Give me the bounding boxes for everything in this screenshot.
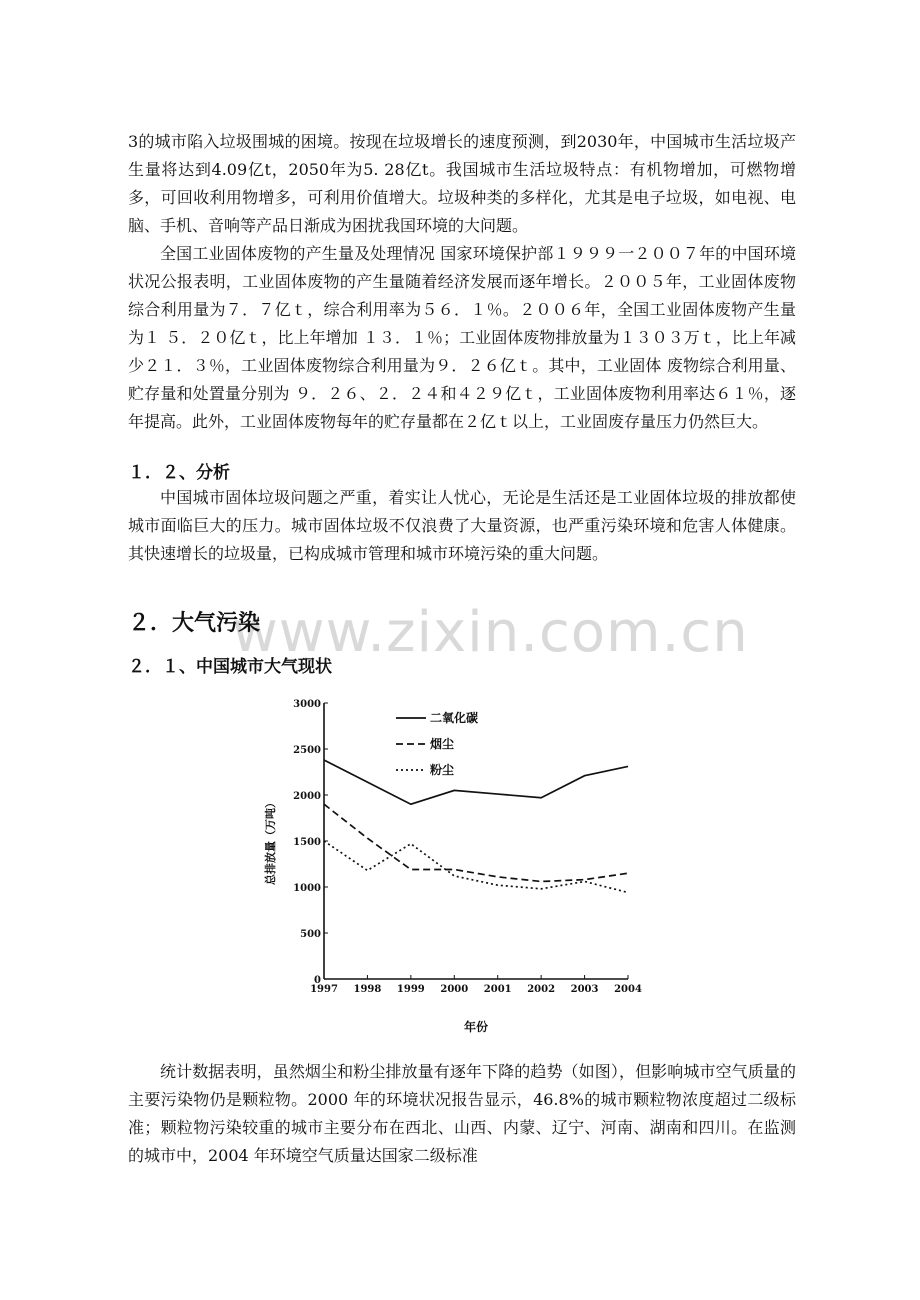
legend-label: 粉尘 xyxy=(430,763,455,777)
x-tick-label: 2000 xyxy=(440,984,469,995)
paragraph-air-quality: 统计数据表明，虽然烟尘和粉尘排放量有逐年下降的趋势（如图），但影响城市空气质量的主要污染物仍是颗粒物。2000 年的环境状况报告显示，46.8%的城市颗粒物浓度超过二级标准；颗粒物污染较重的城市主要分布在西北、山西、内蒙、辽宁、河南、湖南和四川。在监测的城市中，2004 年环境空气质量达国家二级标准 xyxy=(128,1062,796,1165)
y-tick-label: 500 xyxy=(300,929,321,940)
y-tick-label: 3000 xyxy=(293,699,321,710)
x-axis-label: 年份 xyxy=(463,1020,489,1034)
watermark-text: www.zixin.com.cn xyxy=(232,600,749,665)
emissions-line-chart xyxy=(240,690,680,1050)
x-tick-label: 1999 xyxy=(396,984,425,995)
x-tick-label: 2002 xyxy=(527,984,556,995)
legend-label: 二氧化碳 xyxy=(430,711,479,725)
section-heading-2-1: ２．１、中国城市大气现状 xyxy=(128,657,332,677)
paragraph-analysis: 中国城市固体垃圾问题之严重，着实让人忧心，无论是生活还是工业固体垃圾的排放都使城市面临巨大的压力。城市固体垃圾不仅浪费了大量资源，也严重污染环境和危害人体健康。其快速增长的垃圾量，已构成城市管理和城市环境污染的重大问题。 xyxy=(128,488,796,563)
x-tick-label: 2003 xyxy=(570,984,599,995)
x-tick-label: 1998 xyxy=(353,984,382,995)
y-tick-label: 2000 xyxy=(293,791,321,802)
x-tick-label: 2004 xyxy=(614,984,642,995)
section-heading-2: ２．大气污染 xyxy=(128,611,261,636)
series-line-3 xyxy=(324,841,628,893)
series-line-1 xyxy=(324,760,628,804)
y-tick-label: 1000 xyxy=(293,883,321,894)
paragraph-household-waste: 3的城市陷入垃圾围城的困境。按现在垃圾增长的速度预测，到2030年，中国城市生活垃圾产生量将达到4.09亿t，2050年为5. 28亿t。我国城市生活垃圾特点：有机物增加，可燃物增多，可回收利用物增多，可利用价值增大。垃圾种类的多样化，尤其是电子垃圾，如电视、电脑、手机、音响等产品日渐成为困扰我国环境的大问题。 xyxy=(128,132,796,235)
y-axis-label: 总排放量（万吨） xyxy=(264,797,277,885)
y-tick-label: 1500 xyxy=(293,837,321,848)
x-tick-label: 1997 xyxy=(310,984,338,995)
legend-label: 烟尘 xyxy=(430,737,455,751)
x-tick-label: 2001 xyxy=(483,984,512,995)
y-tick-label: 2500 xyxy=(293,745,321,756)
y-tick-label: 0 xyxy=(314,975,321,986)
paragraph-industrial-solid-waste: 全国工业固体废物的产生量及处理情况 国家环境保护部１９９９一２００７年的中国环境状况公报表明，工业固体废物的产生量随着经济发展而逐年增长。２００５年，工业固体废物综合利用量为７．７亿ｔ，综合利用率为５６．１％。２００６年，全国工业固体废物产生量为１ ５．２０亿ｔ，比上年增加 １３．１％；工业固体废物排放量为１３０３万ｔ，比上年减少２１．３％，工业固体废物综合利用量为９．２６亿ｔ。其中，工业固体 废物综合利用量、贮存量和处置量分别为 ９．２６、２．２４和４２９亿ｔ，工业固体废物利用率达６１％，逐年提高。此外，工业固体废物每年的贮存量都在２亿ｔ以上，工业固废存量压力仍然巨大。 xyxy=(128,244,796,431)
section-heading-1-2: １．２、分析 xyxy=(128,463,230,483)
series-line-2 xyxy=(324,804,628,881)
